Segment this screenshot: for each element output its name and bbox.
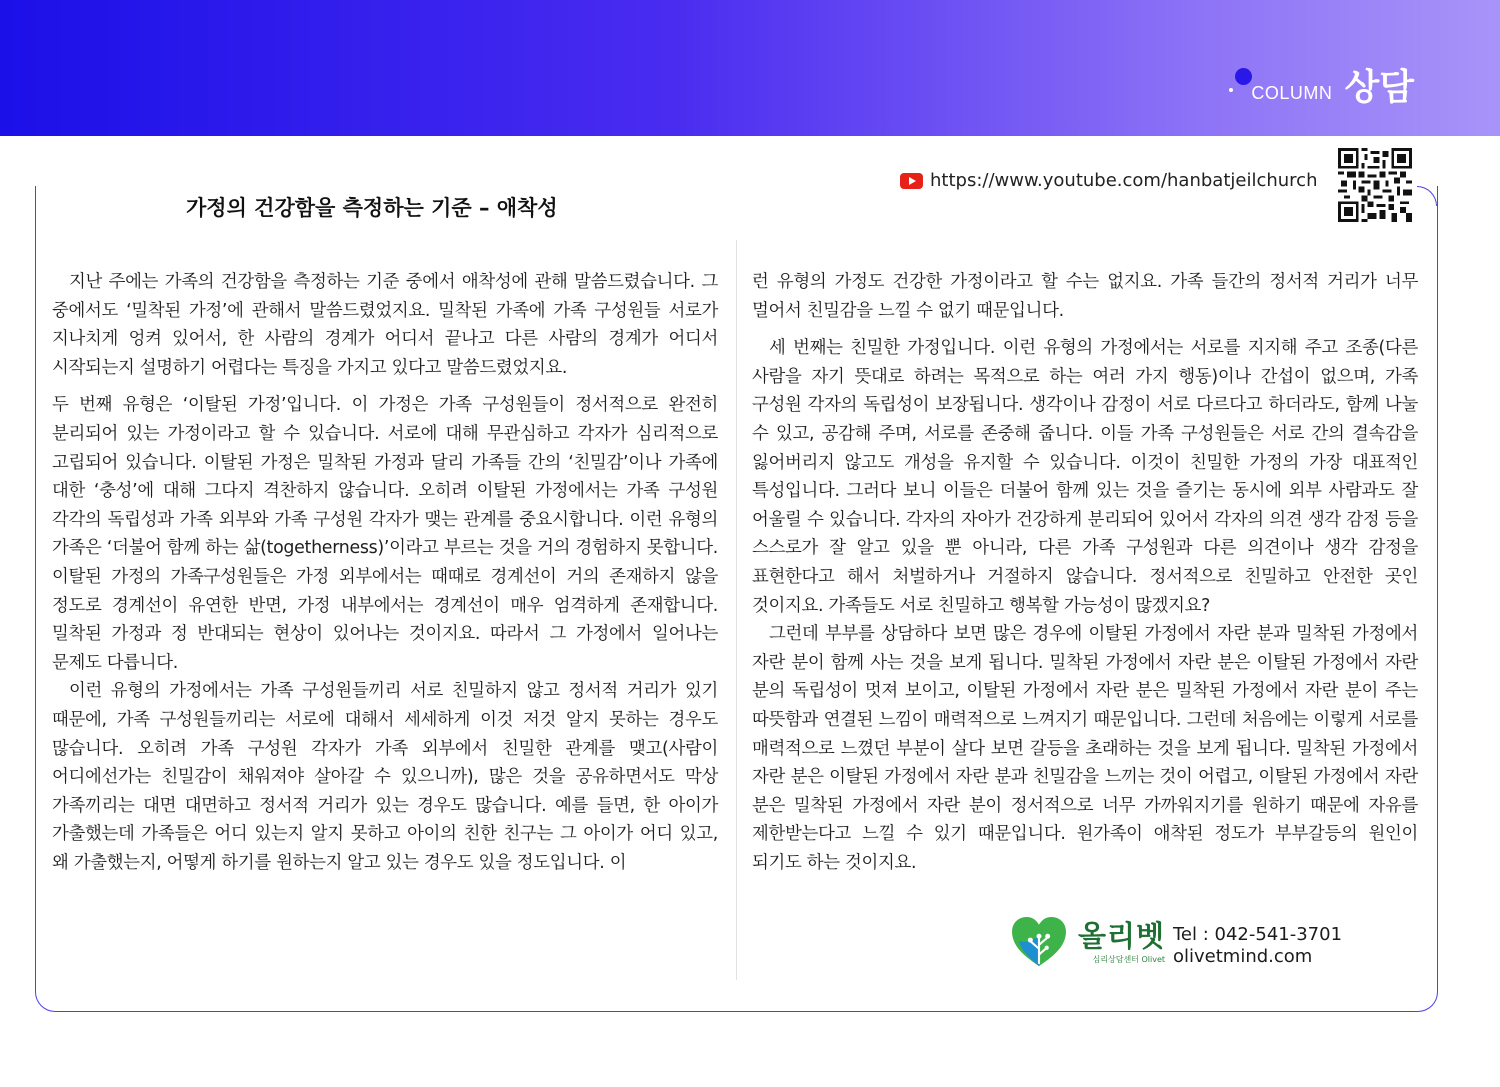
brand-subtitle: 심리상담센터 Olivet [1092, 954, 1166, 964]
paragraph: 이런 유형의 가정에서는 가족 구성원들끼리 서로 친밀하지 않고 정서적 거리가 있기 때문에, 가족 구성원들끼리는 서로에 대해서 세세하게 이것 저것 알지 못하는 경우도 많습니다. 오히려 가족 구성원 각자가 가족 외부에서 친밀한 관계를 맺고(사람이 어디에선가는 친밀감이 채워져야 살아갈 수 있으니까), 많은 것을 공유하면서도 막상 가족끼리는 대면 대면하고 정서적 거리가 있는 경우도 많습니다. 예를 들면, 한 아이가 가출했는데 가족들은 어디 있는지 알지 못하고 아이의 친한 친구는 그 아이가 어디 있고, 왜 가출했는지, 어떻게 하기를 원하는지 알고 있는 경우도 있을 정도입니다. 이 [52, 681, 718, 873]
dot-small-icon [1229, 88, 1233, 92]
paragraph: 세 번째는 친밀한 가정입니다. 이런 유형의 가정에서는 서로를 지지해 주고 조종(다른 사람을 자기 뜻대로 하려는 목적으로 하는 여러 가지 행동)이나 간섭이 없으며, 가족 구성원 각자의 독립성이 보장됩니다. 생각이나 감정이 서로 다르다고 하더라도, 함께 나눌 수 있고, 공감해 주며, 서로를 존중해 줍니다. 이들 가족 구성원들은 서로 간의 결속감을 잃어버리지 않고도 개성을 유지할 수 있습니다. 이것이 친밀한 가정의 가장 대표적인 특성입니다. 그러다 보니 이들은 더불어 함께 있는 것을 즐기는 동시에 외부 사람과도 잘 어울릴 수 있습니다. 각자의 자아가 건강하게 분리되어 있어서 각자의 의견 생각 감정 등을 스스로가 잘 알고 있을 뿐 아니라, 다른 가족 구성원과 다른 의견이나 생각 감정을 표현한다고 해서 처벌하거나 거절하지 않습니다. 정서적으로 친밀하고 안전한 곳인 것이지요. 가족들도 서로 친밀하고 행복할 가능성이 많겠지요? [752, 338, 1418, 616]
paragraph: 런 유형의 가정도 건강한 가정이라고 할 수는 없지요. 가족 들간의 정서적 거리가 너무 멀어서 친밀감을 느낄 수 없기 때문입니다. [752, 272, 1418, 321]
olivet-logo-icon [1010, 916, 1068, 968]
article-column-right [752, 268, 1418, 886]
youtube-icon[interactable] [900, 173, 923, 189]
olivet-logo [1010, 916, 1165, 968]
column-label: COLUMN [1251, 83, 1333, 103]
column-divider [736, 240, 737, 980]
youtube-url-link[interactable]: https://www.youtube.com/hanbatjeilchurch [930, 170, 1318, 191]
paragraph: 지난 주에는 가족의 건강함을 측정하는 기준 중에서 애착성에 관해 말씀드렸습니다. 그 중에서도 ‘밀착된 가정’에 관해서 말씀드렸었지요. 밀착된 가족에 가족 구성원들 서로가 지나치게 엉켜 있어서, 한 사람의 경계가 어디서 끝나고 다른 사람의 경계가 어디서 시작되는지 설명하기 어렵다는 특징을 가지고 있다고 말씀드렸었지요. [52, 272, 718, 378]
website-link[interactable]: olivetmind.com [1173, 946, 1313, 967]
article-column-left [52, 268, 718, 886]
qr-code[interactable] [1338, 148, 1412, 222]
section-badge [1251, 66, 1414, 110]
paragraph: 두 번째 유형은 ‘이탈된 가정’입니다. 이 가정은 가족 구성원들이 정서적으로 완전히 분리되어 있는 가정이라고 할 수 있습니다. 서로에 대해 무관심하고 각자가 심리적으로 고립되어 있습니다. 이탈된 가정은 밀착된 가정과 달리 가족들 간의 ‘친밀감’이나 가족에 대한 ‘충성’에 대해 그다지 격찬하지 않습니다. 오히려 이탈된 가정에서는 가족 구성원 각각의 독립성과 가족 외부와 가족 구성원 각자가 맺는 관계를 중요시합니다. 이런 유형의 가족은 ‘더불어 함께 하는 삶(togetherness)’이라고 부르는 것을 거의 경험하지 못합니다. 이탈된 가정의 가족구성원들은 가정 외부에서는 때때로 경계선이 거의 존재하지 않을 정도로 경계선이 유연한 반면, 가정 내부에서는 경계선이 매우 엄격하게 존재합니다. 밀착된 가정과 정 반대되는 현상이 있어나는 것이지요. 따라서 그 가정에서 일어나는 문제도 다릅니다. [52, 395, 718, 673]
contact-info [1173, 924, 1342, 968]
header-banner [0, 0, 1500, 136]
phone-number: Tel : 042-541-3701 [1173, 924, 1343, 945]
dot-icon [1235, 68, 1252, 85]
section-title: 상담 [1344, 67, 1414, 108]
article-title: 가정의 건강함을 측정하는 기준 – 애착성 [186, 196, 558, 220]
youtube-link-row[interactable] [900, 170, 1317, 191]
paragraph: 그런데 부부를 상담하다 보면 많은 경우에 이탈된 가정에서 자란 분과 밀착된 가정에서 자란 분이 함께 사는 것을 보게 됩니다. 밀착된 가정에서 자란 분은 이탈된 가정에서 자란 분의 독립성이 멋져 보이고, 이탈된 가정에서 자란 분은 밀착된 가정에서 자란 분이 주는 따뜻함과 연결된 느낌이 매력적으로 느껴지기 때문입니다. 그런데 처음에는 이렇게 서로를 매력적으로 느꼈던 부분이 살다 보면 갈등을 초래하는 것을 보게 됩니다. 밀착된 가정에서 자란 분은 이탈된 가정에서 자란 분과 친밀감을 느끼는 것이 어렵고, 이탈된 가정에서 자란 분은 밀착된 가정에서 자란 분이 정서적으로 너무 가까워지기를 원하기 때문에 자유를 제한받는다고 느낄 수 있기 때문입니다. 원가족이 애착된 정도가 부부갈등의 원인이 되기도 하는 것이지요. [752, 624, 1418, 873]
brand-name: 올리벳 [1078, 918, 1166, 953]
frame-corner [1417, 186, 1437, 206]
